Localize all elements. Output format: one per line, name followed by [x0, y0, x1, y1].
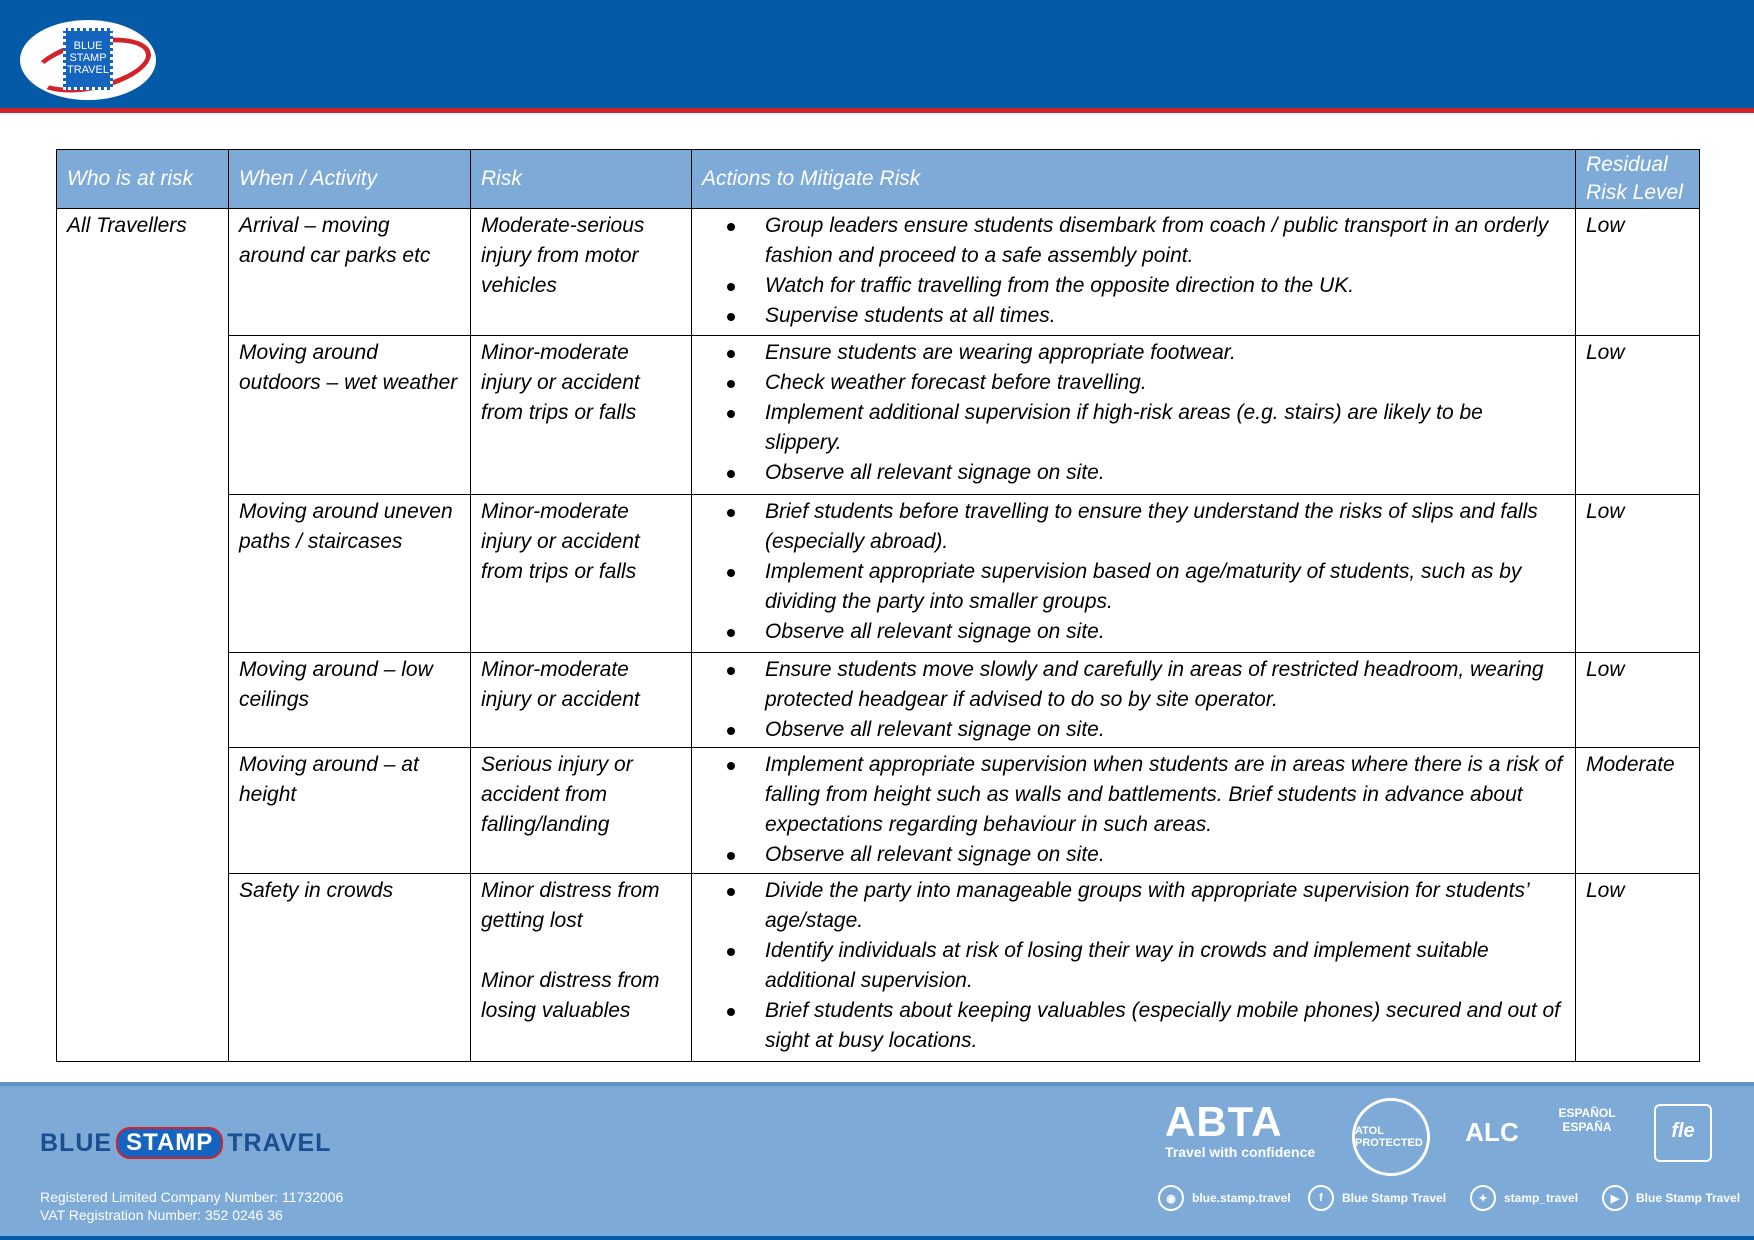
- actions-cell: [692, 748, 1576, 874]
- actions-cell: [692, 495, 1576, 653]
- header-red-stripe: [0, 108, 1754, 113]
- facebook-icon: f: [1308, 1185, 1334, 1211]
- action-item: Ensure students are wearing appropriate footwear.: [765, 338, 1565, 368]
- stamp-logo-icon: STAMP: [116, 1127, 223, 1159]
- action-item: Implement additional supervision if high-risk areas (e.g. stairs) are likely to be slippery.: [765, 398, 1565, 458]
- risk-cell: Minor-moderate injury or accident from trips or falls: [471, 336, 692, 495]
- action-item: Observe all relevant signage on site.: [765, 840, 1565, 870]
- footer-bottom-stripe: [0, 1236, 1754, 1240]
- residual-level-cell: Low: [1576, 653, 1700, 748]
- action-item: Brief students before travelling to ensure they understand the risks of slips and falls (especially abroad).: [765, 497, 1565, 557]
- action-item: Divide the party into manageable groups with appropriate supervision for students’ age/stage.: [765, 876, 1565, 936]
- risk-cell: [471, 874, 692, 1062]
- activity-cell: Moving around – at height: [229, 748, 471, 874]
- action-item: Observe all relevant signage on site.: [765, 458, 1565, 488]
- facebook-link[interactable]: f Blue Stamp Travel: [1308, 1184, 1446, 1212]
- activity-cell: Arrival – moving around car parks etc: [229, 209, 471, 336]
- who-at-risk-cell: All Travellers: [57, 209, 229, 1062]
- alc-logo: ALC: [1465, 1117, 1519, 1147]
- action-item: Observe all relevant signage on site.: [765, 715, 1565, 745]
- action-item: Group leaders ensure students disembark from coach / public transport in an orderly fashion and proceed to a safe assembly point.: [765, 211, 1565, 271]
- espanol-espana-logo: ESPAÑOL ESPAÑA: [1558, 1106, 1616, 1134]
- action-item: Observe all relevant signage on site.: [765, 617, 1565, 647]
- header-risk: Risk: [471, 150, 692, 209]
- action-item: Supervise students at all times.: [765, 301, 1565, 331]
- table-row: [57, 748, 1700, 874]
- header-who: Who is at risk: [57, 150, 229, 209]
- residual-level-cell: Low: [1576, 209, 1700, 336]
- footer-top-stripe: [0, 1082, 1754, 1086]
- table-row: [57, 495, 1700, 653]
- table-row: [57, 874, 1700, 1062]
- action-item: Implement appropriate supervision when students are in areas where there is a risk of falling from height such as walls and battlements. Brief students in advance about expectations regarding behaviour in such areas.: [765, 750, 1565, 840]
- activity-cell: Moving around – low ceilings: [229, 653, 471, 748]
- activity-cell: Moving around outdoors – wet weather: [229, 336, 471, 495]
- action-item: Watch for traffic travelling from the opposite direction to the UK.: [765, 271, 1565, 301]
- risk-cell: Minor-moderate injury or accident from trips or falls: [471, 495, 692, 653]
- table-header-row: [57, 150, 1700, 209]
- actions-cell: [692, 874, 1576, 1062]
- abta-logo: ABTA Travel with confidence: [1165, 1098, 1316, 1160]
- twitter-link[interactable]: ✦ stamp_travel: [1470, 1184, 1578, 1212]
- action-item: Brief students about keeping valuables (especially mobile phones) secured and out of sight at busy locations.: [765, 996, 1565, 1056]
- action-item: Check weather forecast before travelling.: [765, 368, 1565, 398]
- logo-stamp-icon: BLUE STAMP TRAVEL: [63, 28, 113, 90]
- risk-text: Minor distress from losing valuables: [481, 969, 660, 1022]
- activity-cell: Safety in crowds: [229, 874, 471, 1062]
- residual-level-cell: Low: [1576, 495, 1700, 653]
- header-actions: Actions to Mitigate Risk: [692, 150, 1576, 209]
- action-item: Ensure students move slowly and carefully in areas of restricted headroom, wearing protected headgear if advised to do so by site operator.: [765, 655, 1565, 715]
- activity-cell: Moving around uneven paths / staircases: [229, 495, 471, 653]
- twitter-icon: ✦: [1470, 1185, 1496, 1211]
- registration-info: [40, 1188, 343, 1224]
- header-activity: When / Activity: [229, 150, 471, 209]
- table-row: [57, 653, 1700, 748]
- risk-text: Minor distress from getting lost: [481, 879, 660, 932]
- risk-cell: Moderate-serious injury from motor vehicles: [471, 209, 692, 336]
- actions-cell: [692, 209, 1576, 336]
- actions-cell: [692, 653, 1576, 748]
- residual-level-cell: Low: [1576, 874, 1700, 1062]
- instagram-icon: ◉: [1158, 1185, 1184, 1211]
- risk-cell: Serious injury or accident from falling/landing: [471, 748, 692, 874]
- action-item: Implement appropriate supervision based on age/maturity of students, such as by dividing the party into smaller groups.: [765, 557, 1565, 617]
- actions-cell: [692, 336, 1576, 495]
- atol-protected-badge: ATOL PROTECTED: [1352, 1098, 1430, 1176]
- fle-logo: fle: [1654, 1104, 1712, 1162]
- table-row: [57, 209, 1700, 336]
- risk-cell: Minor-moderate injury or accident: [471, 653, 692, 748]
- table-row: [57, 336, 1700, 495]
- action-item: Identify individuals at risk of losing their way in crowds and implement suitable additional supervision.: [765, 936, 1565, 996]
- vat-number: VAT Registration Number: 352 0246 36: [40, 1207, 283, 1223]
- youtube-link[interactable]: ▶ Blue Stamp Travel: [1602, 1184, 1740, 1212]
- residual-level-cell: Low: [1576, 336, 1700, 495]
- header-residual-level: Residual Risk Level: [1576, 150, 1700, 209]
- risk-assessment-table: [56, 149, 1700, 1062]
- company-number: Registered Limited Company Number: 11732006: [40, 1189, 344, 1205]
- youtube-icon: ▶: [1602, 1185, 1628, 1211]
- header-bar: [0, 0, 1754, 108]
- instagram-link[interactable]: ◉ blue.stamp.travel: [1158, 1184, 1291, 1212]
- footer-brand-logo: BLUE STAMP TRAVEL: [40, 1128, 331, 1158]
- residual-level-cell: Moderate: [1576, 748, 1700, 874]
- company-logo: [20, 20, 156, 100]
